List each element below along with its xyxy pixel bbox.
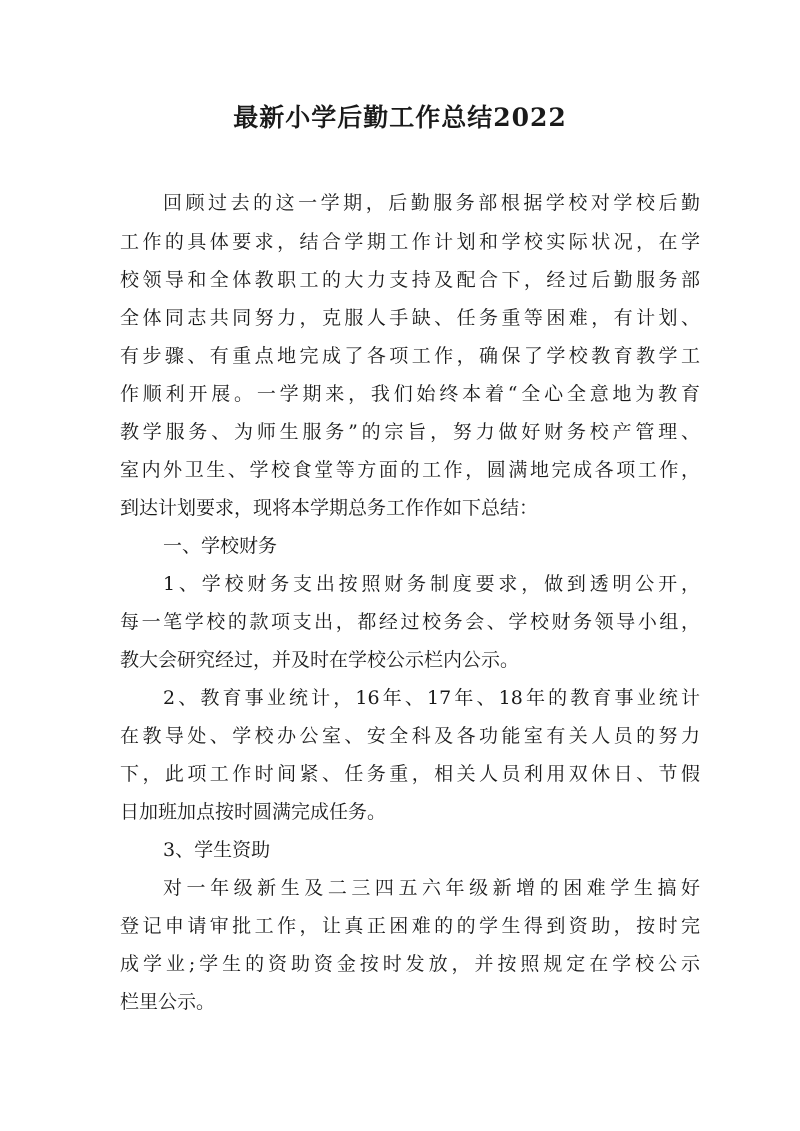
paragraph-line: 登记申请审批工作，让真正困难的的学生得到资助，按时完: [120, 915, 700, 937]
paragraph-line: 栏里公示。: [120, 991, 216, 1013]
paragraph-line: 2、教育事业统计，16年、17年、18年的教育事业统计: [163, 687, 700, 709]
paragraph-line: 作顺利开展。一学期来，我们始终本着“全心全意地为教育: [120, 383, 700, 405]
document-title: 最新小学后勤工作总结2022: [233, 103, 567, 132]
paragraph-line: 回顾过去的这一学期，后勤服务部根据学校对学校后勤: [163, 192, 700, 214]
paragraph-line: 室内外卫生、学校食堂等方面的工作，圆满地完成各项工作，: [120, 459, 700, 481]
paragraph-line: 教学服务、为师生服务”的宗旨，努力做好财务校产管理、: [120, 421, 700, 443]
paragraph-line: 全体同志共同努力，克服人手缺、任务重等困难，有计划、: [120, 307, 700, 329]
section-heading: 一、学校财务: [163, 535, 278, 557]
paragraph-line: 对一年级新生及二三四五六年级新增的困难学生搞好: [163, 877, 700, 899]
paragraph-line: 有步骤、有重点地完成了各项工作，确保了学校教育教学工: [120, 345, 700, 367]
paragraph-line: 成学业;学生的资助资金按时发放，并按照规定在学校公示: [120, 953, 700, 975]
paragraph-line: 到达计划要求，现将本学期总务工作作如下总结：: [120, 497, 539, 519]
paragraph-line: 日加班加点按时圆满完成任务。: [120, 801, 387, 823]
paragraph-line: 下，此项工作时间紧、任务重，相关人员利用双休日、节假: [120, 763, 700, 785]
paragraph-line: 每一笔学校的款项支出，都经过校务会、学校财务领导小组，: [120, 611, 700, 633]
paragraph-line: 在教导处、学校办公室、安全科及各功能室有关人员的努力: [120, 725, 700, 747]
paragraph-line: 教大会研究经过，并及时在学校公示栏内公示。: [120, 649, 520, 671]
section-heading: 3、学生资助: [163, 839, 271, 861]
paragraph-line: 校领导和全体教职工的大力支持及配合下，经过后勤服务部: [120, 269, 700, 291]
paragraph-line: 工作的具体要求，结合学期工作计划和学校实际状况，在学: [120, 231, 700, 253]
paragraph-line: 1、学校财务支出按照财务制度要求，做到透明公开，: [163, 573, 700, 595]
